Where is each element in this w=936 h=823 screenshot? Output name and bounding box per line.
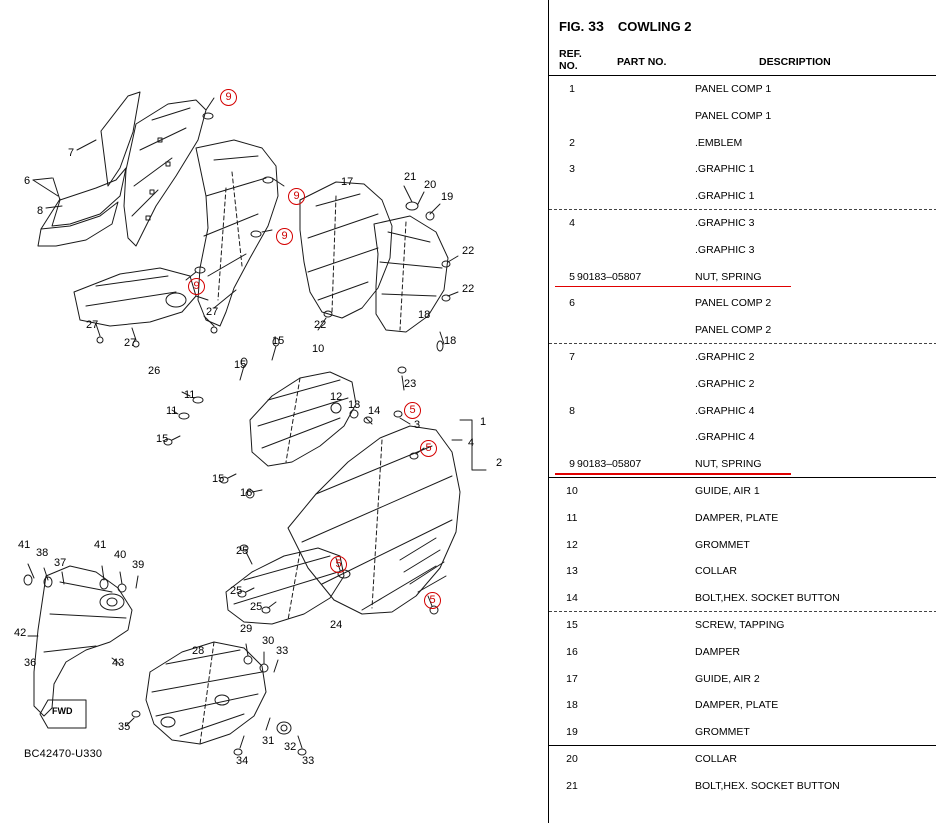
diagram-callout: 41 <box>18 539 31 551</box>
cell-ref-no: 17 <box>566 672 578 685</box>
fwd-direction-marker: FWD <box>52 706 73 716</box>
cell-ref-no: 9 <box>569 458 575 471</box>
diagram-callout: 15 <box>234 359 247 371</box>
diagram-callout: 11 <box>166 405 178 417</box>
diagram-callout: 1 <box>480 416 487 428</box>
cell-description: COLLAR <box>695 565 738 578</box>
diagram-callout-highlighted: 9 <box>220 89 237 106</box>
column-header-description: DESCRIPTION <box>759 56 831 68</box>
diagram-callout: 11 <box>184 389 196 401</box>
diagram-callout: 13 <box>348 399 361 411</box>
column-header-part-no: PART NO. <box>617 56 667 68</box>
cell-ref-no: 2 <box>569 136 575 149</box>
table-row <box>549 371 936 398</box>
cell-ref-no: 8 <box>569 404 575 417</box>
diagram-callout: 10 <box>312 343 325 355</box>
diagram-callout: 2 <box>496 457 503 469</box>
diagram-callout: 22 <box>462 283 475 295</box>
diagram-callout: 43 <box>112 657 125 669</box>
table-row <box>549 424 936 451</box>
table-row <box>549 532 936 559</box>
diagram-callout: 19 <box>441 191 454 203</box>
table-row <box>549 746 936 773</box>
table-row <box>549 237 936 264</box>
diagram-callout: 26 <box>148 365 161 377</box>
cell-description: PANEL COMP 2 <box>695 324 772 337</box>
cell-ref-no: 5 <box>569 270 575 283</box>
cell-description: PANEL COMP 1 <box>695 109 772 122</box>
table-column-headers <box>549 44 936 76</box>
figure-header <box>559 18 692 34</box>
cell-description: .GRAPHIC 4 <box>695 404 755 417</box>
diagram-callout: 30 <box>262 635 275 647</box>
cell-ref-no: 11 <box>566 511 578 524</box>
diagram-callout-highlighted: 5 <box>424 592 441 609</box>
cell-part-no: 90183–05807 <box>577 458 642 471</box>
cell-description: PANEL COMP 2 <box>695 297 772 310</box>
parts-list-table <box>548 0 936 823</box>
diagram-callout: 33 <box>302 755 315 767</box>
diagram-callout: 39 <box>132 559 145 571</box>
diagram-callout: 22 <box>314 319 327 331</box>
diagram-callout: 27 <box>206 306 219 318</box>
diagram-callout: 27 <box>124 337 137 349</box>
cell-ref-no: 4 <box>569 216 575 229</box>
cell-description: .GRAPHIC 1 <box>695 163 755 176</box>
table-row <box>549 264 936 291</box>
cell-description: DAMPER, PLATE <box>695 511 779 524</box>
table-row <box>549 692 936 719</box>
diagram-callout: 22 <box>462 245 475 257</box>
diagram-callout: 31 <box>262 735 275 747</box>
diagram-callout: 17 <box>341 176 354 188</box>
table-row <box>549 478 936 505</box>
diagram-callout: 12 <box>330 391 343 403</box>
diagram-callout: 37 <box>54 557 67 569</box>
diagram-callout: 4 <box>468 437 475 449</box>
diagram-callout: 23 <box>404 378 417 390</box>
diagram-callout: 35 <box>118 721 131 733</box>
diagram-callout: 8 <box>37 205 44 217</box>
cell-description: COLLAR <box>695 752 738 765</box>
table-row <box>549 398 936 425</box>
cell-description: PANEL COMP 1 <box>695 83 772 95</box>
diagram-callout-highlighted: 5 <box>404 402 421 419</box>
column-header-ref-line1: REF. <box>559 48 582 60</box>
diagram-callout-highlighted: 5 <box>330 556 347 573</box>
column-header-ref-line2: NO. <box>559 60 578 72</box>
cell-ref-no: 19 <box>566 726 578 739</box>
cell-description: DAMPER <box>695 645 740 658</box>
table-row <box>549 317 936 344</box>
diagram-callout: 6 <box>24 175 31 187</box>
cell-ref-no: 14 <box>566 592 578 605</box>
cell-description: GUIDE, AIR 2 <box>695 672 760 685</box>
table-row <box>549 290 936 317</box>
figure-label: FIG. <box>559 19 585 34</box>
table-row <box>549 719 936 746</box>
table-row <box>549 505 936 532</box>
table-row <box>549 344 936 371</box>
diagram-callout: 14 <box>368 405 381 417</box>
diagram-callout: 42 <box>14 627 27 639</box>
table-row <box>549 558 936 585</box>
cell-description: .GRAPHIC 2 <box>695 350 755 363</box>
cell-description: GROMMET <box>695 538 750 551</box>
cell-ref-no: 6 <box>569 297 575 310</box>
diagram-callout: 25 <box>236 545 249 557</box>
cell-description: .EMBLEM <box>695 136 743 149</box>
figure-number: 33 <box>588 18 604 34</box>
table-row <box>549 183 936 210</box>
cell-description: .GRAPHIC 2 <box>695 377 755 390</box>
cell-description: SCREW, TAPPING <box>695 618 785 631</box>
diagram-callout: 32 <box>284 741 297 753</box>
diagram-callout: 15 <box>212 473 225 485</box>
diagram-callout-highlighted: 9 <box>188 278 205 295</box>
cell-description: BOLT,HEX. SOCKET BUTTON <box>695 779 840 792</box>
diagram-callout: 21 <box>404 171 417 183</box>
diagram-callout-highlighted: 9 <box>276 228 293 245</box>
row-highlight-underline <box>555 286 791 288</box>
column-header-ref-no <box>559 48 582 72</box>
diagram-callout: 25 <box>230 585 243 597</box>
diagram-callout: 40 <box>114 549 127 561</box>
figure-title: COWLING 2 <box>617 19 692 34</box>
diagram-callout: 7 <box>68 147 75 159</box>
cell-ref-no: 21 <box>566 779 578 792</box>
diagram-callout: 27 <box>86 319 99 331</box>
diagram-callout: 36 <box>24 657 37 669</box>
diagram-callout: 41 <box>94 539 107 551</box>
table-row <box>549 76 936 103</box>
cell-description: DAMPER, PLATE <box>695 699 779 712</box>
diagram-callout: 18 <box>444 335 457 347</box>
row-highlight-underline <box>555 473 791 475</box>
cell-ref-no: 15 <box>566 618 578 631</box>
cell-description: .GRAPHIC 3 <box>695 243 755 256</box>
diagram-callout: 29 <box>240 623 253 635</box>
diagram-callout-highlighted: 9 <box>288 188 305 205</box>
cell-part-no: 90183–05807 <box>577 270 642 283</box>
table-row <box>549 451 936 478</box>
cell-ref-no: 20 <box>566 752 578 765</box>
cell-description: GUIDE, AIR 1 <box>695 484 760 497</box>
table-row <box>549 210 936 237</box>
diagram-callout-highlighted: 5 <box>420 440 437 457</box>
table-row <box>549 773 936 800</box>
cell-description: NUT, SPRING <box>695 458 762 471</box>
cell-ref-no: 3 <box>569 163 575 176</box>
diagram-callout: 33 <box>276 645 289 657</box>
cell-ref-no: 16 <box>566 645 578 658</box>
cell-description: .GRAPHIC 3 <box>695 216 755 229</box>
diagram-callout: 34 <box>236 755 249 767</box>
table-row <box>549 130 936 157</box>
table-row <box>549 585 936 612</box>
cell-description: .GRAPHIC 1 <box>695 190 755 203</box>
table-row <box>549 103 936 130</box>
table-row <box>549 666 936 693</box>
diagram-callout: 15 <box>272 335 285 347</box>
table-body <box>549 76 936 800</box>
diagram-callout: 18 <box>418 309 431 321</box>
cell-description: NUT, SPRING <box>695 270 762 283</box>
drawing-number: BC42470-U330 <box>24 748 103 760</box>
diagram-callout: 15 <box>156 433 169 445</box>
diagram-callout: 28 <box>192 645 205 657</box>
cell-ref-no: 13 <box>566 565 578 578</box>
diagram-callout: 3 <box>414 419 421 431</box>
table-row <box>549 639 936 666</box>
cell-ref-no: 18 <box>566 699 578 712</box>
diagram-callout: 20 <box>424 179 437 191</box>
cell-ref-no: 10 <box>566 484 578 497</box>
table-row <box>549 612 936 639</box>
diagram-callout: 38 <box>36 547 49 559</box>
cell-ref-no: 1 <box>569 83 575 95</box>
diagram-callout: 25 <box>250 601 263 613</box>
cell-ref-no: 7 <box>569 350 575 363</box>
diagram-callout: 16 <box>240 487 253 499</box>
table-row <box>549 156 936 183</box>
diagram-callout: 24 <box>330 619 343 631</box>
cell-description: .GRAPHIC 4 <box>695 431 755 444</box>
cell-ref-no: 12 <box>566 538 578 551</box>
cell-description: BOLT,HEX. SOCKET BUTTON <box>695 592 840 605</box>
cell-description: GROMMET <box>695 726 750 739</box>
